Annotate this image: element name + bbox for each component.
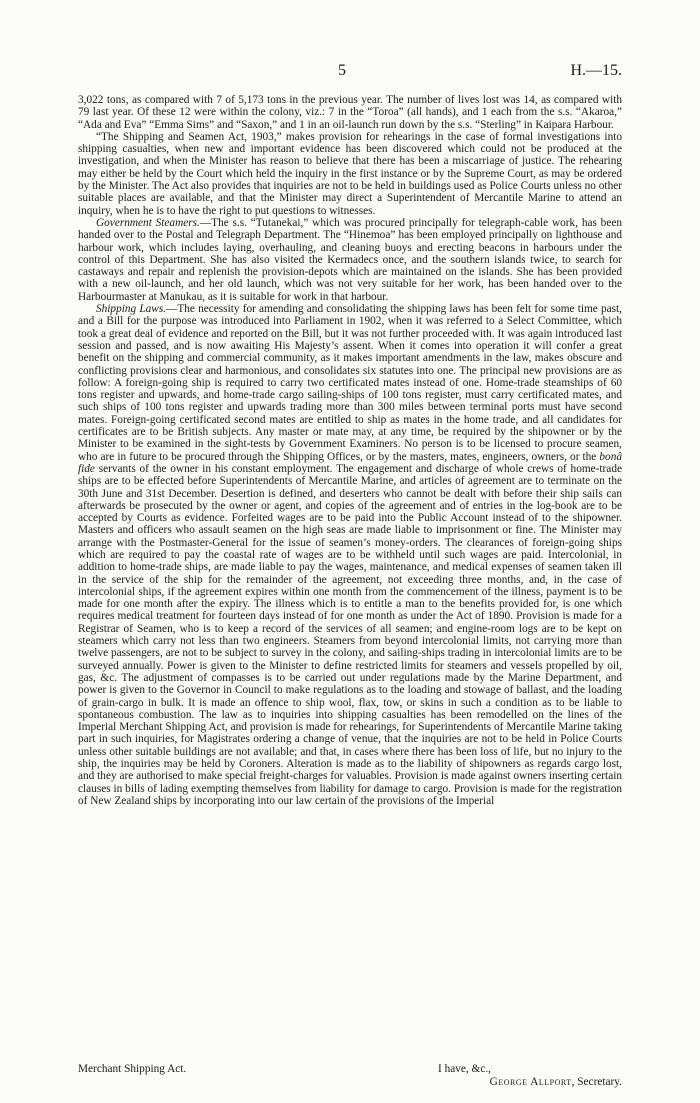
paragraph-casualty-stats: 3,022 tons, as compared with 7 of 5,173 tons in the previous year. The number of lives lost was 14, as compared with 79 last year. Of these 12 were within the colony, viz.: 7 in the “Toroa” (all hands), and 1 each from the s.s. “Akaroa,” “Ada and Eva” “Emma Sims” and “Saxon,” and 1 in an oil-launch run down by the s.s. “Sterling” in Kaipara Harbour. — [78, 94, 622, 131]
closing-block — [78, 1063, 622, 1093]
text-shipping-laws-part-1: —The necessity for amending and consolidating the shipping laws has been felt for some time past, and a Bill for the purpose was introduced into Parliament in 1902, when it was referred to a Select Committee, which took a great deal of evidence and reported on the Bill, but it was not further proceeded with. It was again introduced last session and passed, and is now awaiting His Majesty’s assent. When it comes into operation it will confer a great benefit on the shipping and commercial community, as it makes important amendments in the law, makes obscure and conflicting provisions clear and harmonious, and consolidates six statutes into one. The principal new provisions are as follow: A foreign-going ship is required to carry two certificated mates instead of one. Home-trade steamships of 60 tons register and upwards, and home-trade cargo sailing-ships of 100 tons register, must carry certificated mates, and such ships of 100 tons register and upwards trading more than 300 miles between terminal ports must have second mates. Foreign-going certificated second mates are entitled to ship as mates in the home trade, and all candidates for certificates are to be British subjects. Any master or mate may, at any time, be required by the shipowner or by the Minister to be examined in the sight-tests by Government Examiners. No person is to be licensed to procure seamen, who are in future to be procured through the Shipping Offices, or by the masters, mates, engineers, owners, or the — [78, 303, 622, 463]
body-text — [78, 94, 622, 807]
document-code: H.—15. — [570, 62, 622, 79]
page-header — [0, 62, 700, 82]
signature — [490, 1076, 622, 1088]
paragraph-government-steamers — [78, 217, 622, 303]
closing-last-line: Merchant Shipping Act. — [78, 1063, 187, 1075]
text-government-steamers: —The s.s. “Tutanekai,” which was procured principally for telegraph-cable work, has been handed over to the Postal and Telegraph Department. The “Hinemoa” has been employed principally on lighthouse and harbour work, which includes laying, overhauling, and cleaning buoys and erecting beacons in harbours under the control of this Department. She has also visited the Kermadecs once, and the southern islands twice, to search for castaways and repair and replenish the provision-depots which are maintained on the islands. She has been provided with a new oil-launch, and her old launch, which was not very suitable for her work, has been handed over to the Harbourmaster at Manukau, as it is suitable for work in that harbour. — [78, 216, 622, 303]
signature-title: , Secretary. — [571, 1076, 622, 1088]
valediction: I have, &c., — [438, 1063, 492, 1075]
text-bona-fide: bonâ fide — [78, 450, 622, 475]
paragraph-shipping-laws — [78, 303, 622, 807]
signature-name: George Allport — [489, 1076, 572, 1088]
heading-government-steamers: Government Steamers. — [96, 216, 200, 229]
text-shipping-laws-part-2: servants of the owner in his constant employment. The engagement and discharge of whole crews of home-trade ships are to be effected before Superintendents of Mercantile Marine, and articles of agreement are to terminate on the 30th June and 31st December. Desertion is defined, and deserters who cannot be dealt with before their ship sails can afterwards be prosecuted by the owner or agent, and copies of the agreement and of entries in the log-book are to be accepted by Courts as evidence. Forfeited wages are to be paid into the Public Account instead of to the shipowner. Masters and officers who assault seamen on the high seas are made liable to imprisonment or fine. The Minister may arrange with the Postmaster-General for the issue of seamen’s money-orders. The clearances of foreign-going ships which are required to pay the coastal rate of wages are to be withheld until such wages are paid. Intercolonial, in addition to home-trade ships, are made liable to pay the wages, maintenance, and medical expenses of seamen taken ill in the service of the ship for the remainder of the agreement, not exceeding three months, and, in the case of intercolonial ships, if the agreement expires within one month from the commencement of the illness, payment is to be made for one month after the expiry. The illness which is to entitle a man to the benefits provided for, is one which requires medical treatment for fourteen days instead of for one month as under the Act of 1890. Provision is made for a Registrar of Seamen, who is to keep a record of the services of all seamen; and engine-room logs are to be kept on steamers which carry not less than two engineers. Steamers from beyond intercolonial limits, not carrying more than twelve passengers, are not to be subject to survey in the colony, and sailing-ships trading in intercolonial limits are to be surveyed annually. Power is given to the Minister to define restricted limits for steamers and vessels propelled by oil, gas, &c. The adjustment of compasses is to be carried out under regulations made by the Marine Department, and power is given to the Governor in Council to make regulations as to the loading and stowage of ballast, and the loading of grain-cargo in bulk. It is made an offence to ship wool, flax, tow, or skins in such a condition as to be liable to spontaneous combustion. The law as to inquiries into shipping casualties has been remodelled on the lines of the Imperial Merchant Shipping Act, and provision is made for rehearings, for Superintendents of Mercantile Marine taking part in such inquiries, for Magistrates ordering a change of venue, that the inquiries are not to be held in Police Courts unless other suitable buildings are not available; and that, in cases where there has been loss of life, but no injury to the ship, the inquiries may be held by Coroners. Alteration is made as to the liability of shipowners as regards cargo lost, and they are authorised to make special freight-charges for valuables. Provision is made against owners inserting certain clauses in bills of lading exempting themselves from liability for damage to cargo. Provision is made for the registration of New Zealand ships by incorporating into our law certain of the provisions of the Imperial — [78, 462, 622, 807]
paragraph-shipping-seamen-act: “The Shipping and Seamen Act, 1903,” makes provision for rehearings in the case of formal investigations into shipping casualties, when new and important evidence has been discovered which could not be produced at the investigation, and when the Minister has reason to believe that there has been a miscarriage of justice. The rehearing may either be held by the Court which held the inquiry in the first instance or by the Supreme Court, as may be ordered by the Minister. The Act also provides that inquiries are not to be held in buildings used as Police Courts unless no other suitable places are available, and that the Minister may direct a Superintendent of Mercantile Marine to attend an inquiry, when he is to have the right to put questions to witnesses. — [78, 130, 622, 217]
heading-shipping-laws: Shipping Laws. — [96, 303, 167, 316]
page-number: 5 — [338, 62, 346, 79]
